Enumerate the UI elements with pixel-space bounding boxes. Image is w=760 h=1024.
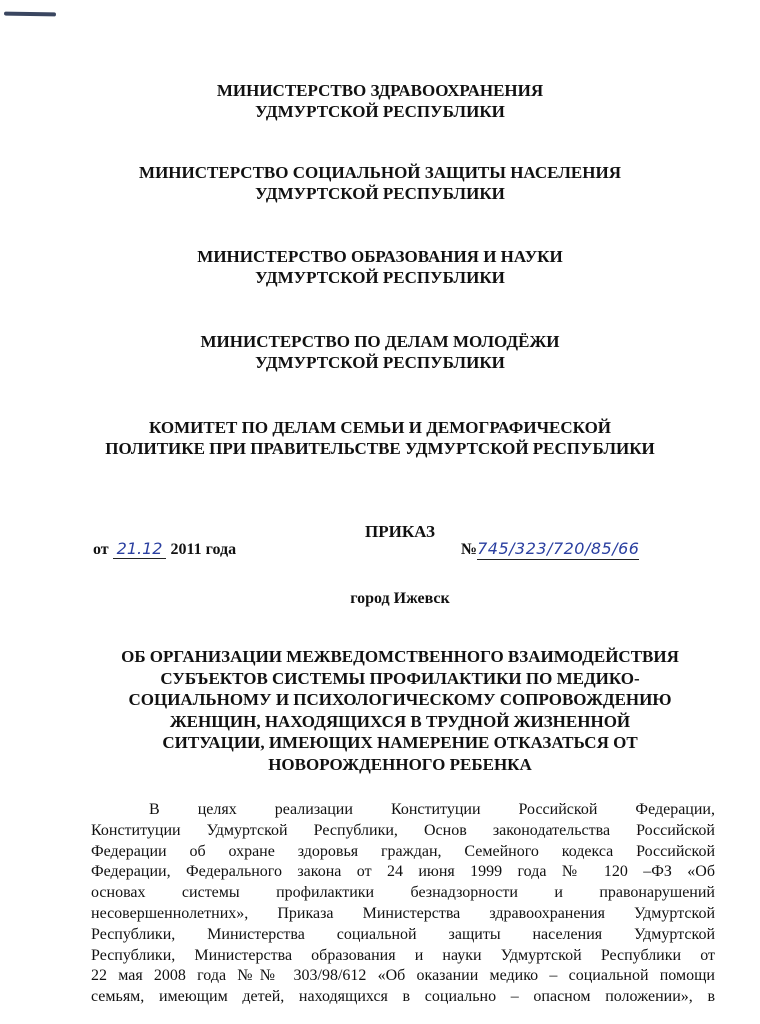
scan-artifact-mark xyxy=(4,12,56,17)
number-prefix: № xyxy=(461,541,478,558)
subject-line: СУБЪЕКТОВ СИСТЕМЫ ПРОФИЛАКТИКИ ПО МЕДИКО- xyxy=(160,668,640,688)
order-body-paragraph xyxy=(91,800,715,1008)
body-line: В целях реализации Конституции Российской Федерации, xyxy=(149,801,715,818)
subject-line: СОЦИАЛЬНОМУ И ПСИХОЛОГИЧЕСКОМУ СОПРОВОЖДЕНИЮ xyxy=(128,690,672,709)
body-line: Конституции Удмуртской Республики, Основ законодательства Российской xyxy=(91,821,715,839)
header-line: ПОЛИТИКЕ ПРИ ПРАВИТЕЛЬСТВЕ УДМУРТСКОЙ РЕСПУБЛИКИ xyxy=(105,439,655,458)
subject-line: ОБ ОРГАНИЗАЦИИ МЕЖВЕДОМСТВЕННОГО ВЗАИМОДЕЙСТВИЯ xyxy=(121,647,679,666)
header-line: УДМУРТСКОЙ РЕСПУБЛИКИ xyxy=(255,184,505,203)
ministry-education-header xyxy=(0,246,760,288)
body-line: Федерации, Федерального закона от 24 июня 1999 года № 120 –ФЗ «Об xyxy=(91,863,715,881)
body-line: Республики, Министерства социальной защиты населения Удмуртской xyxy=(91,925,715,943)
handwritten-date: 21.12 xyxy=(113,540,167,559)
order-subject xyxy=(60,646,740,775)
order-date xyxy=(93,540,236,559)
body-line: основах системы профилактики безнадзорности и правонарушений xyxy=(91,884,715,902)
header-line: МИНИСТЕРСТВО ПО ДЕЛАМ МОЛОДЁЖИ xyxy=(200,332,560,351)
subject-line: НОВОРОЖДЕННОГО РЕБЕНКА xyxy=(268,754,532,774)
header-line: МИНИСТЕРСТВО СОЦИАЛЬНОЙ ЗАЩИТЫ НАСЕЛЕНИЯ xyxy=(139,163,621,182)
order-title: ПРИКАЗ xyxy=(365,522,435,541)
order-number xyxy=(461,540,639,560)
date-prefix: от xyxy=(93,541,109,558)
header-line: МИНИСТЕРСТВО ОБРАЗОВАНИЯ И НАУКИ xyxy=(197,247,563,266)
body-line: семьям, имеющим детей, находящихся в социально – опасном положении», в xyxy=(91,988,715,1006)
body-line: Федерации об охране здоровья граждан, Семейного кодекса Российской xyxy=(91,842,715,860)
committee-family-header xyxy=(0,417,760,459)
body-line: Республики, Министерства образования и науки Удмуртской Республики от xyxy=(91,946,715,964)
header-line: КОМИТЕТ ПО ДЕЛАМ СЕМЬИ И ДЕМОГРАФИЧЕСКОЙ xyxy=(148,418,612,437)
ministry-health-header xyxy=(0,80,760,122)
subject-line: ЖЕНЩИН, НАХОДЯЩИХСЯ В ТРУДНОЙ ЖИЗНЕННОЙ xyxy=(169,711,631,731)
header-line: УДМУРТСКОЙ РЕСПУБЛИКИ xyxy=(255,268,505,287)
handwritten-number: 745/323/720/85/66 xyxy=(477,539,640,558)
order-city: город Ижевск xyxy=(350,590,450,607)
date-suffix: 2011 года xyxy=(170,541,237,558)
subject-line: СИТУАЦИИ, ИМЕЮЩИХ НАМЕРЕНИЕ ОТКАЗАТЬСЯ ОТ xyxy=(162,733,638,752)
ministry-social-header xyxy=(0,162,760,204)
header-line: МИНИСТЕРСТВО ЗДРАВООХРАНЕНИЯ xyxy=(216,81,544,100)
header-line: УДМУРТСКОЙ РЕСПУБЛИКИ xyxy=(255,353,505,372)
ministry-youth-header xyxy=(0,331,760,373)
body-line: несовершеннолетних», Приказа Министерства здравоохранения Удмуртской xyxy=(91,904,715,922)
header-line: УДМУРТСКОЙ РЕСПУБЛИКИ xyxy=(255,102,505,121)
body-line: 22 мая 2008 года №№ 303/98/612 «Об оказании медико – социальной помощи xyxy=(91,967,715,985)
